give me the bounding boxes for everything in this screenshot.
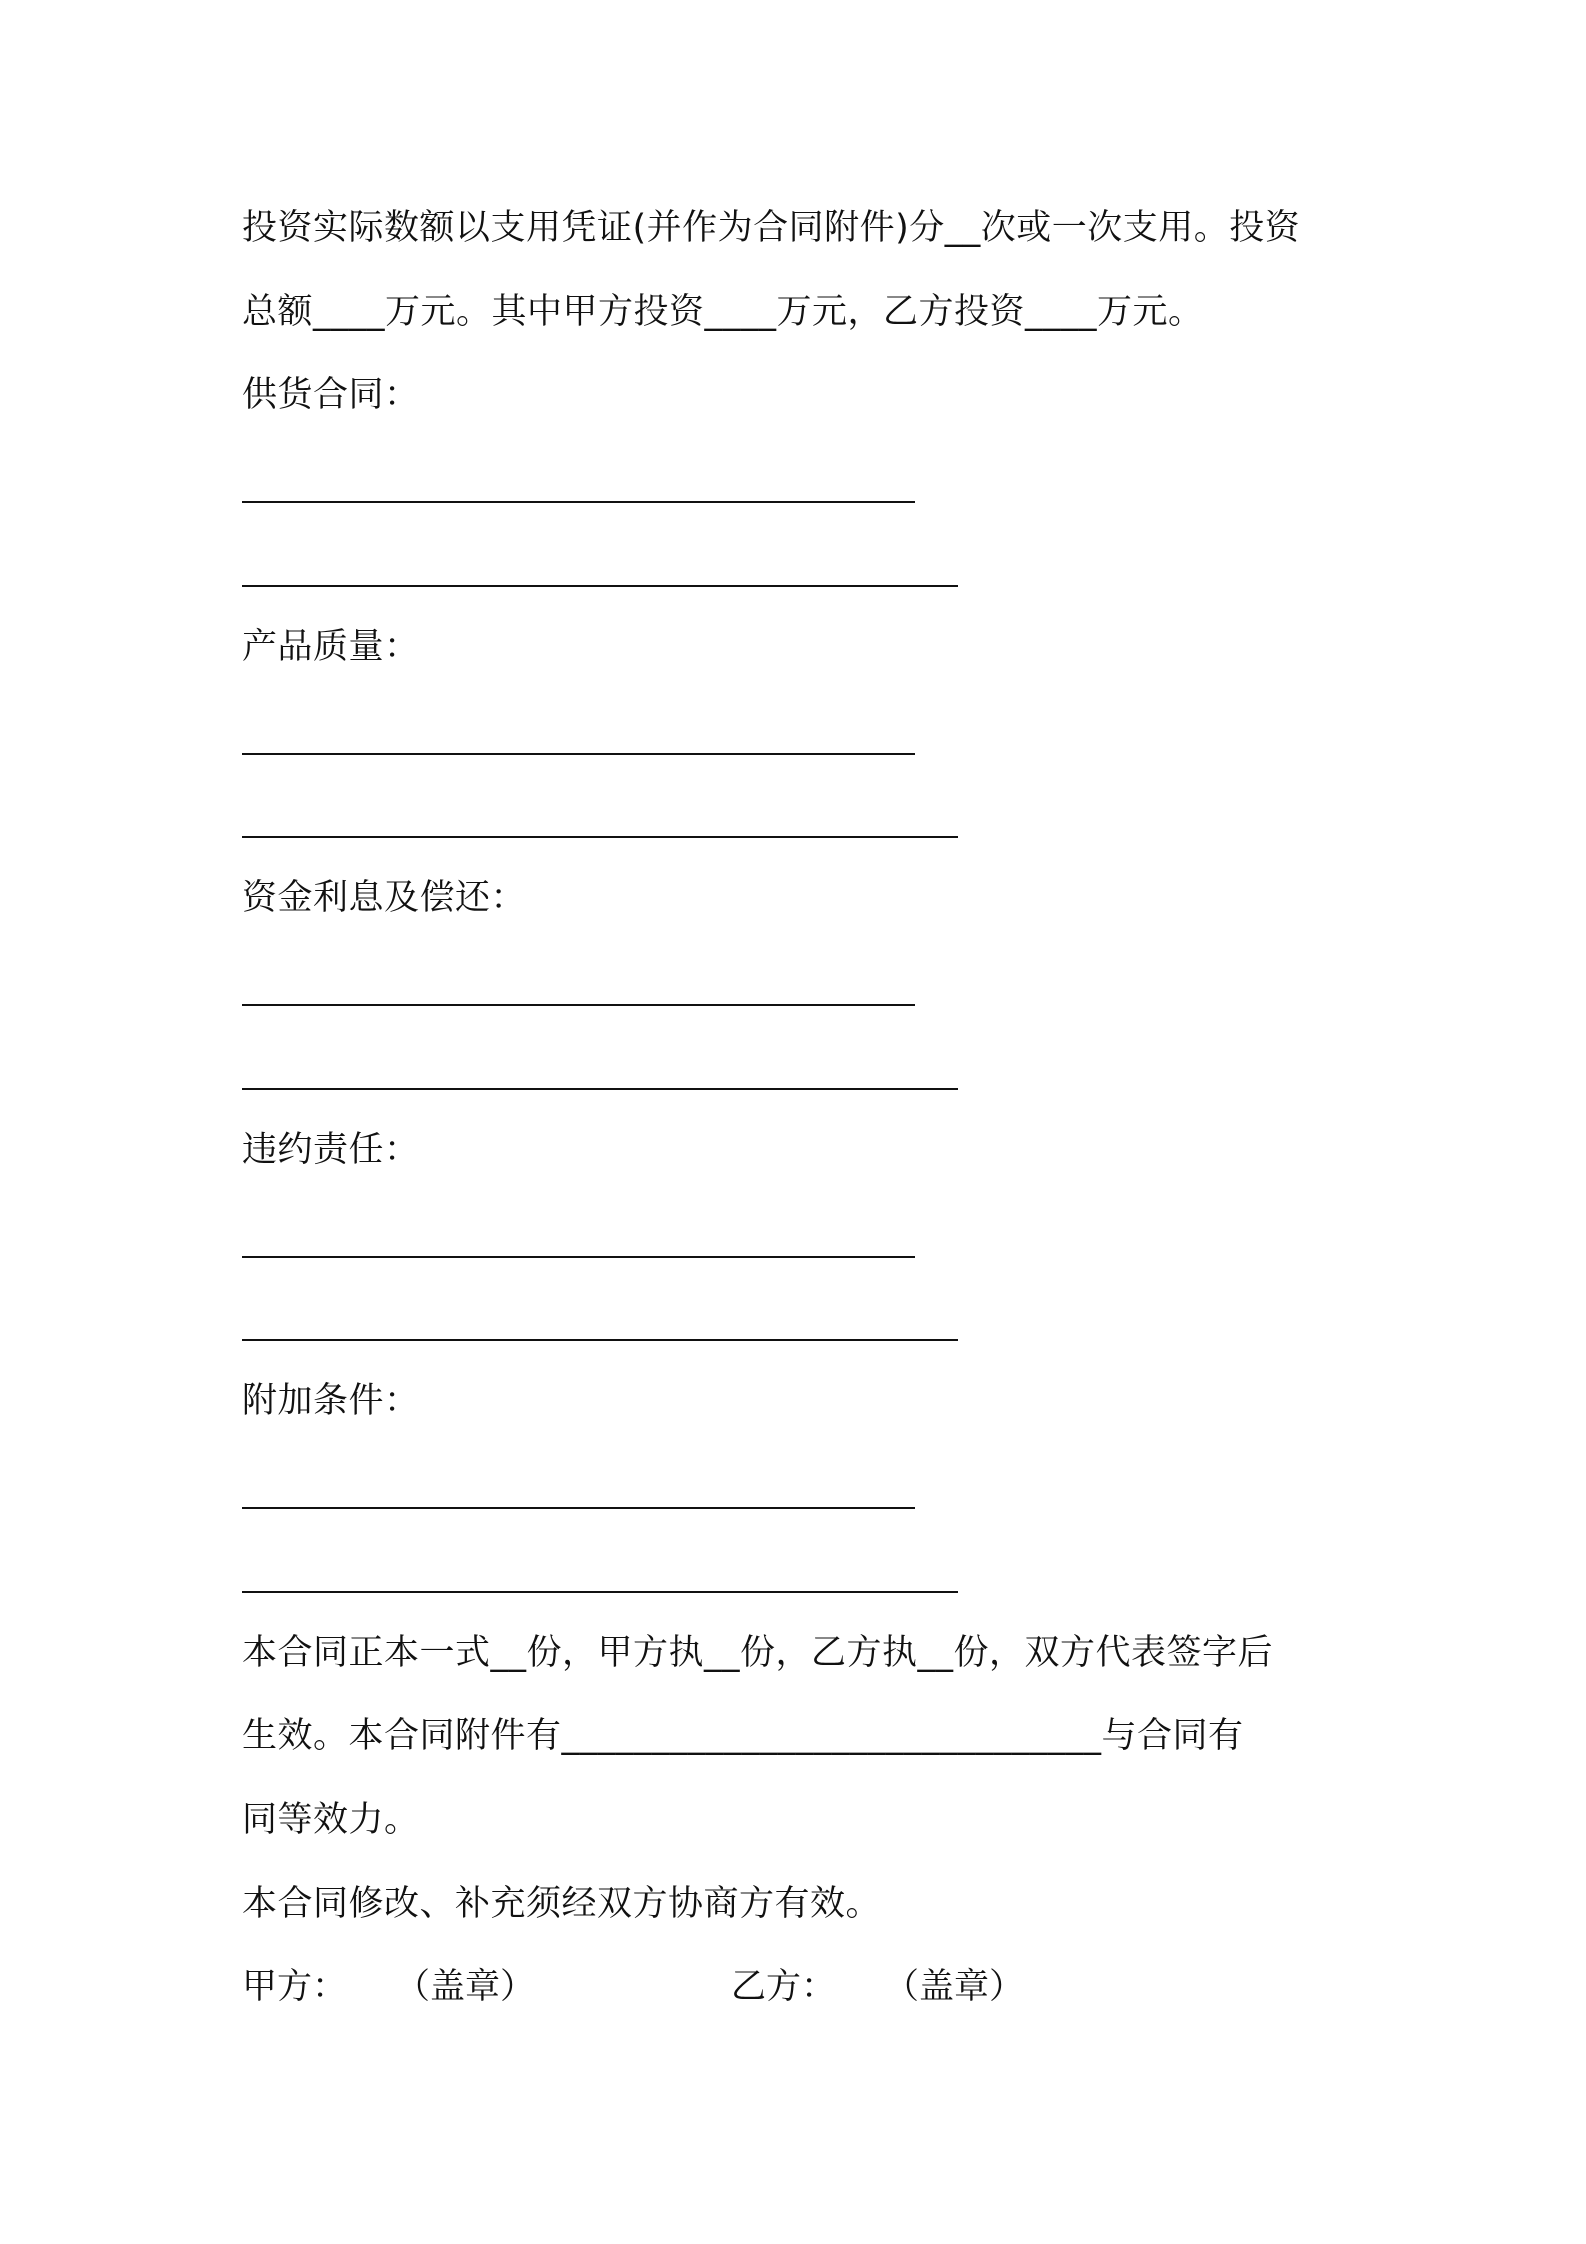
conditions-blank-line-2 <box>242 1591 958 1593</box>
supply-blank-line-1 <box>242 501 915 503</box>
supply-contract-label: 供货合同： <box>242 375 420 415</box>
liability-blank-line-1 <box>242 1256 915 1258</box>
interest-blank-line-1 <box>242 1004 915 1006</box>
interest-repayment-label: 资金利息及偿还： <box>242 878 527 918</box>
liability-blank-line-2 <box>242 1339 958 1341</box>
additional-conditions-label: 附加条件： <box>242 1381 420 1421</box>
copies-paragraph-line-1: 本合同正本一式__份，甲方执__份，乙方执__份，双方代表签字后 <box>242 1633 1274 1673</box>
interest-blank-line-2 <box>242 1088 958 1090</box>
breach-liability-label: 违约责任： <box>242 1130 420 1170</box>
copies-paragraph-line-3: 同等效力。 <box>242 1800 420 1840</box>
party-b-label: 乙方： <box>731 1967 837 2007</box>
quality-blank-line-1 <box>242 753 915 755</box>
amendment-paragraph: 本合同修改、补充须经双方协商方有效。 <box>242 1884 882 1924</box>
party-a-seal: （盖章） <box>395 1967 536 2007</box>
product-quality-label: 产品质量： <box>242 627 420 667</box>
party-a-label: 甲方： <box>242 1967 348 2007</box>
investment-paragraph-line-1: 投资实际数额以支用凭证(并作为合同附件)分__次或一次支用。投资 <box>242 208 1301 248</box>
conditions-blank-line-1 <box>242 1507 915 1509</box>
copies-paragraph-line-2: 生效。本合同附件有______________________________与合同有 <box>242 1716 1244 1756</box>
quality-blank-line-2 <box>242 836 958 838</box>
investment-paragraph-line-2: 总额____万元。其中甲方投资____万元，乙方投资____万元。 <box>242 292 1204 332</box>
party-b-seal: （盖章） <box>884 1967 1025 2007</box>
supply-blank-line-2 <box>242 585 958 587</box>
